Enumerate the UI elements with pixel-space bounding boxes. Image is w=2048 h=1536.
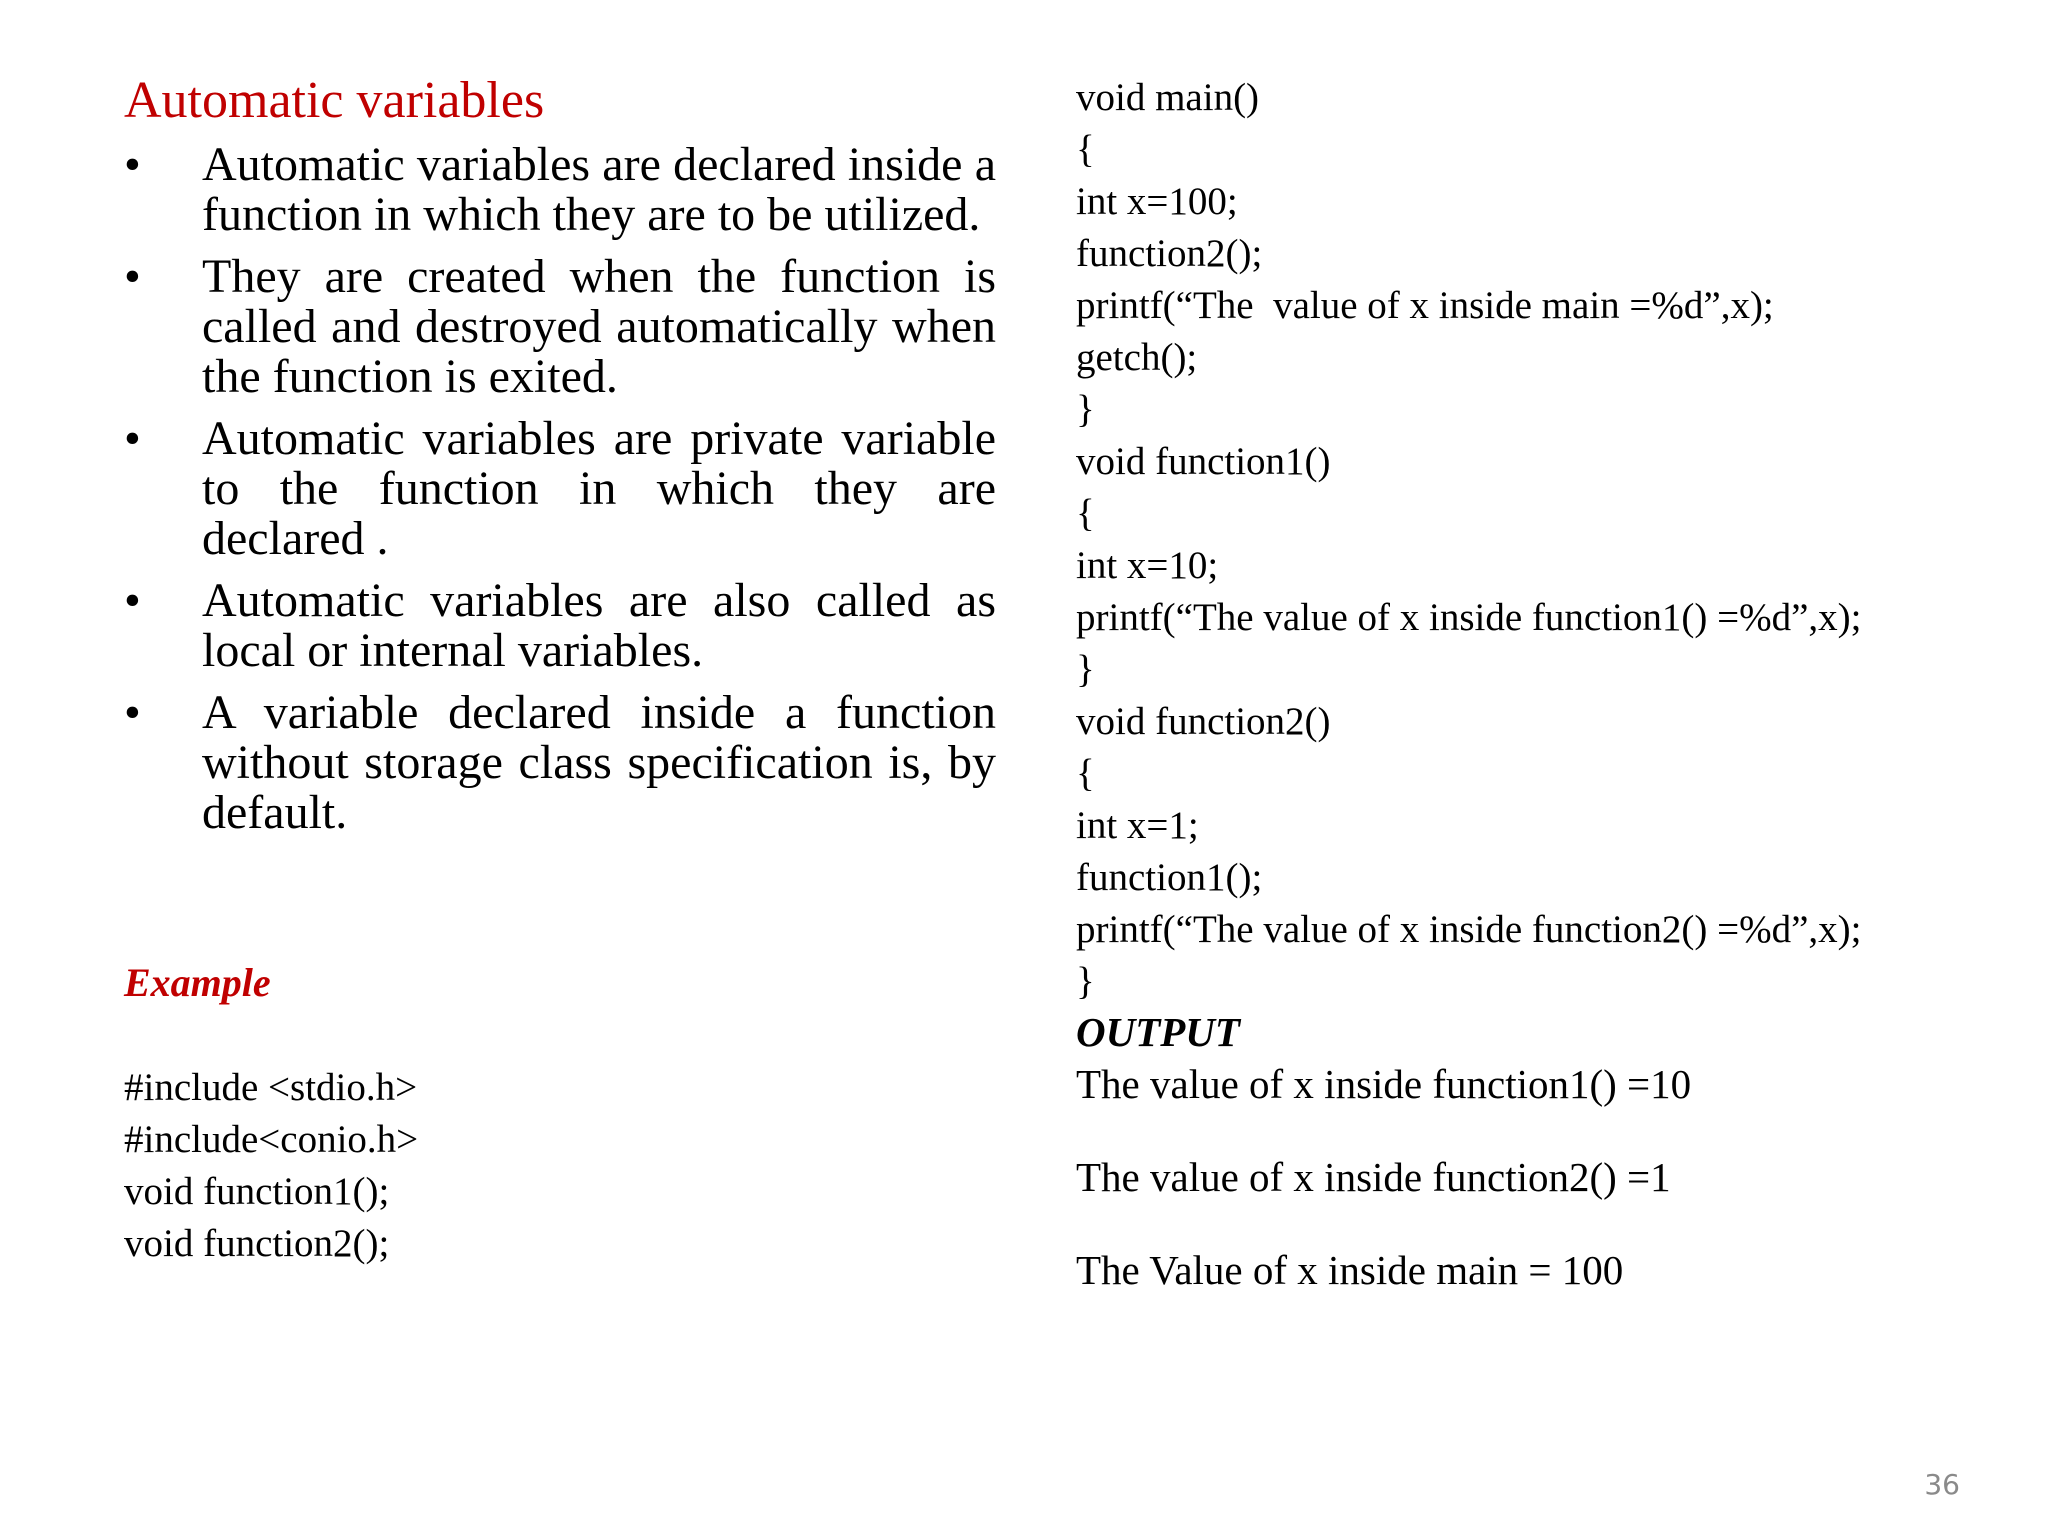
bullet-dot: • [124, 138, 141, 191]
code-line: function2(); [1076, 232, 1263, 275]
bullet-item [124, 688, 996, 838]
code-line: int x=100; [1076, 180, 1238, 223]
code-line: printf(“The value of x inside main =%d”,x); [1076, 284, 1774, 327]
code-line: } [1076, 388, 1095, 431]
bullet-text: They are created when the function is called and destroyed automatically when the function is exited. [202, 250, 996, 403]
code-line: int x=1; [1076, 804, 1199, 847]
bullet-dot: • [124, 412, 141, 465]
code-line: { [1076, 752, 1095, 795]
code-line: { [1076, 128, 1095, 171]
bullet-item [124, 576, 996, 676]
bullet-text: A variable declared inside a function without storage class specification is, by default. [202, 686, 996, 839]
bullet-dot: • [124, 250, 141, 303]
code-block-includes [124, 1062, 418, 1270]
code-line: int x=10; [1076, 544, 1219, 587]
code-line: printf(“The value of x inside function1() =%d”,x); [1076, 596, 1862, 639]
code-line: void function1(); [124, 1170, 390, 1213]
bullet-text: Automatic variables are also called as local or internal variables. [202, 574, 996, 677]
example-label: Example [124, 960, 271, 1005]
output-line: The value of x inside function1() =10 [1076, 1061, 1692, 1107]
bullet-dot: • [124, 686, 141, 739]
code-line: void main() [1076, 76, 1260, 119]
output-block [1076, 1058, 1691, 1337]
code-line: void function1() [1076, 440, 1331, 483]
code-line: getch(); [1076, 336, 1198, 379]
code-line: { [1076, 492, 1095, 535]
code-line: void function2() [1076, 700, 1331, 743]
bullet-item [124, 140, 996, 240]
bullet-text: Automatic variables are declared inside a function in which they are to be utilized. [202, 138, 996, 241]
code-line: } [1076, 960, 1095, 1003]
page-number: 36 [1924, 1468, 1960, 1501]
code-line: #include <stdio.h> [124, 1066, 418, 1109]
output-label: OUTPUT [1076, 1009, 1240, 1055]
code-line: void function2(); [124, 1222, 390, 1265]
code-line: } [1076, 648, 1095, 691]
bullet-dot: • [124, 574, 141, 627]
bullet-item [124, 414, 996, 564]
output-line: The Value of x inside main = 100 [1076, 1247, 1624, 1293]
slide-title: Automatic variables [124, 72, 545, 129]
code-line: function1(); [1076, 856, 1263, 899]
output-line: The value of x inside function2() =1 [1076, 1154, 1671, 1200]
bullet-list [124, 140, 996, 850]
code-line: printf(“The value of x inside function2() =%d”,x); [1076, 908, 1862, 951]
bullet-text: Automatic variables are private variable to the function in which they are declared . [202, 412, 996, 565]
bullet-item [124, 252, 996, 402]
code-block-functions [1076, 72, 1861, 1008]
code-line: #include<conio.h> [124, 1118, 419, 1161]
